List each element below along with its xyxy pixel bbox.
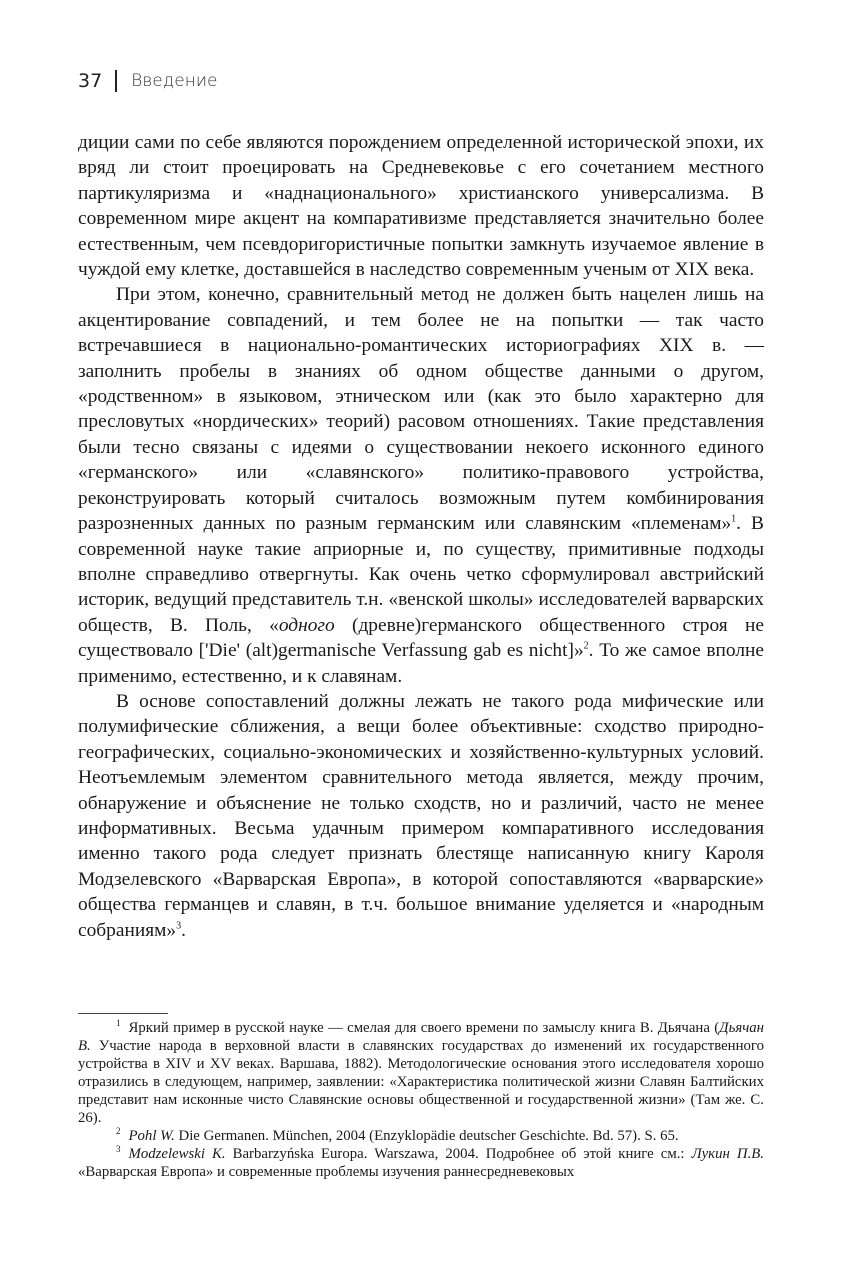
footnote-2 (78, 1127, 764, 1145)
footnote-ref-1[interactable]: 1 (731, 513, 737, 525)
footnotes (78, 1019, 764, 1181)
paragraph-3-text-a: В основе сопоставлений должны лежать не такого рода мифические или полумифические сближения, а вещи более объективные: сходство природно-географических, социально-экономических и хозяйственно-культурных условий. Неотъемлемым элементом сравнительного метода является, между прочим, обнаружение и объяснение не только сходств, но и различий, часто не менее информативных. Весьма удачным примером компаративного исследования именно такого рода следует признать блестяще написанную книгу Кароля Модзелевского «Варварская Европа», в которой сопоставляются «варварские» общества германцев и славян, в т.ч. большое внимание уделяется и «народным собраниям» (78, 690, 764, 941)
footnote-3-author-1: Modzelewski K. (128, 1146, 226, 1162)
paragraph-2-text-b: . В современной науке такие априорные и, по существу, примитивные подходы вполне справедливо отвергнуты. Как очень четко сформулировал австрийский историк, ведущий представитель т.н. «венской школы» исследователей варварских обществ, В. Поль, « (78, 513, 764, 636)
paragraph-2-text-c: (древне)германского общественного строя не существовало ['Die' (alt)germanische Verfassung gab es nicht]» (78, 614, 764, 662)
paragraph-3 (78, 689, 764, 943)
footnote-1-number: 1 (116, 1018, 121, 1029)
footnote-divider (78, 1013, 168, 1014)
footnote-1-text-b: Участие народа в верховной власти в славянских государствах до изменений их государственного устройства в XIV и XV веках. Варшава, 1882). Методологические основания этого исследователя хорошо отразились в следующем, например, заявлении: «Характеристика политической жизни Славян Балтийских представит нам исконные чисто Славянские основы общественной и государственной жизни» (Там же. С. 26). (78, 1038, 764, 1126)
footnote-3 (78, 1145, 764, 1181)
header-separator (115, 70, 117, 92)
footnote-3-author-2: Лукин П.В. (691, 1146, 765, 1162)
paragraph-2-italic: одного (278, 614, 335, 636)
footnote-1 (78, 1019, 764, 1127)
page-number: 37 (78, 70, 103, 92)
paragraph-1 (78, 130, 764, 282)
footnote-3-text-a: Barbarzyńska Europa. Warszawa, 2004. Подробнее об этой книге см.: (225, 1146, 692, 1162)
paragraph-3-text-b: . (181, 919, 186, 941)
footnote-2-text: Die Germanen. München, 2004 (Enzyklopädie deutscher Geschichte. Bd. 57). S. 65. (174, 1128, 679, 1144)
footnote-ref-2[interactable]: 2 (583, 640, 589, 652)
main-text (78, 130, 764, 943)
footnote-3-text-b: «Варварская Европа» и современные проблемы изучения раннесредневековых (78, 1164, 575, 1180)
footnote-1-text-a: Яркий пример в русской науке — смелая для своего времени по замыслу книга В. Дьячана ( (128, 1020, 720, 1036)
footnote-2-author: Pohl W. (128, 1128, 175, 1144)
paragraph-2-text-a: При этом, конечно, сравнительный метод не должен быть нацелен лишь на акцентирование совпадений, и тем более не на попытки — так часто встречавшиеся в национально-романтических историографиях XIX в. — заполнить пробелы в знаниях об одном обществе данными о другом, «родственном» в языковом, этническом или (как это было характерно для пресловутых «нордических» теорий) расовом отношениях. Такие представления были тесно связаны с идеями о существовании некоего исконного единого «германского» или «славянского» политико-правового устройства, реконструировать который считалось возможным путем комбинирования разрозненных данных по разным германским или славянским «племенам» (78, 284, 764, 535)
footnote-2-number: 2 (116, 1126, 121, 1137)
footnote-3-number: 3 (116, 1144, 121, 1155)
footnote-1-author: Дьячан В. (78, 1020, 764, 1054)
paragraph-2 (78, 282, 764, 689)
paragraph-2-text-d: . То же самое вполне применимо, естественно, и к славянам. (78, 640, 764, 687)
section-title: Введение (131, 71, 218, 91)
paragraph-1-text: диции сами по себе являются порождением определенной исторической эпохи, их вряд ли стоит проецировать на Средневековье с его сочетанием местного партикуляризма и «наднационального» христианского универсализма. В современном мире акцент на компаративизме представляется значительно более естественным, чем псевдоригористичные попытки замкнуть изучаемое явление в чуждой ему клетке, доставшейся в наследство современным ученым от XIX века. (78, 132, 764, 281)
footnote-ref-3[interactable]: 3 (176, 920, 182, 932)
running-header (78, 70, 217, 92)
